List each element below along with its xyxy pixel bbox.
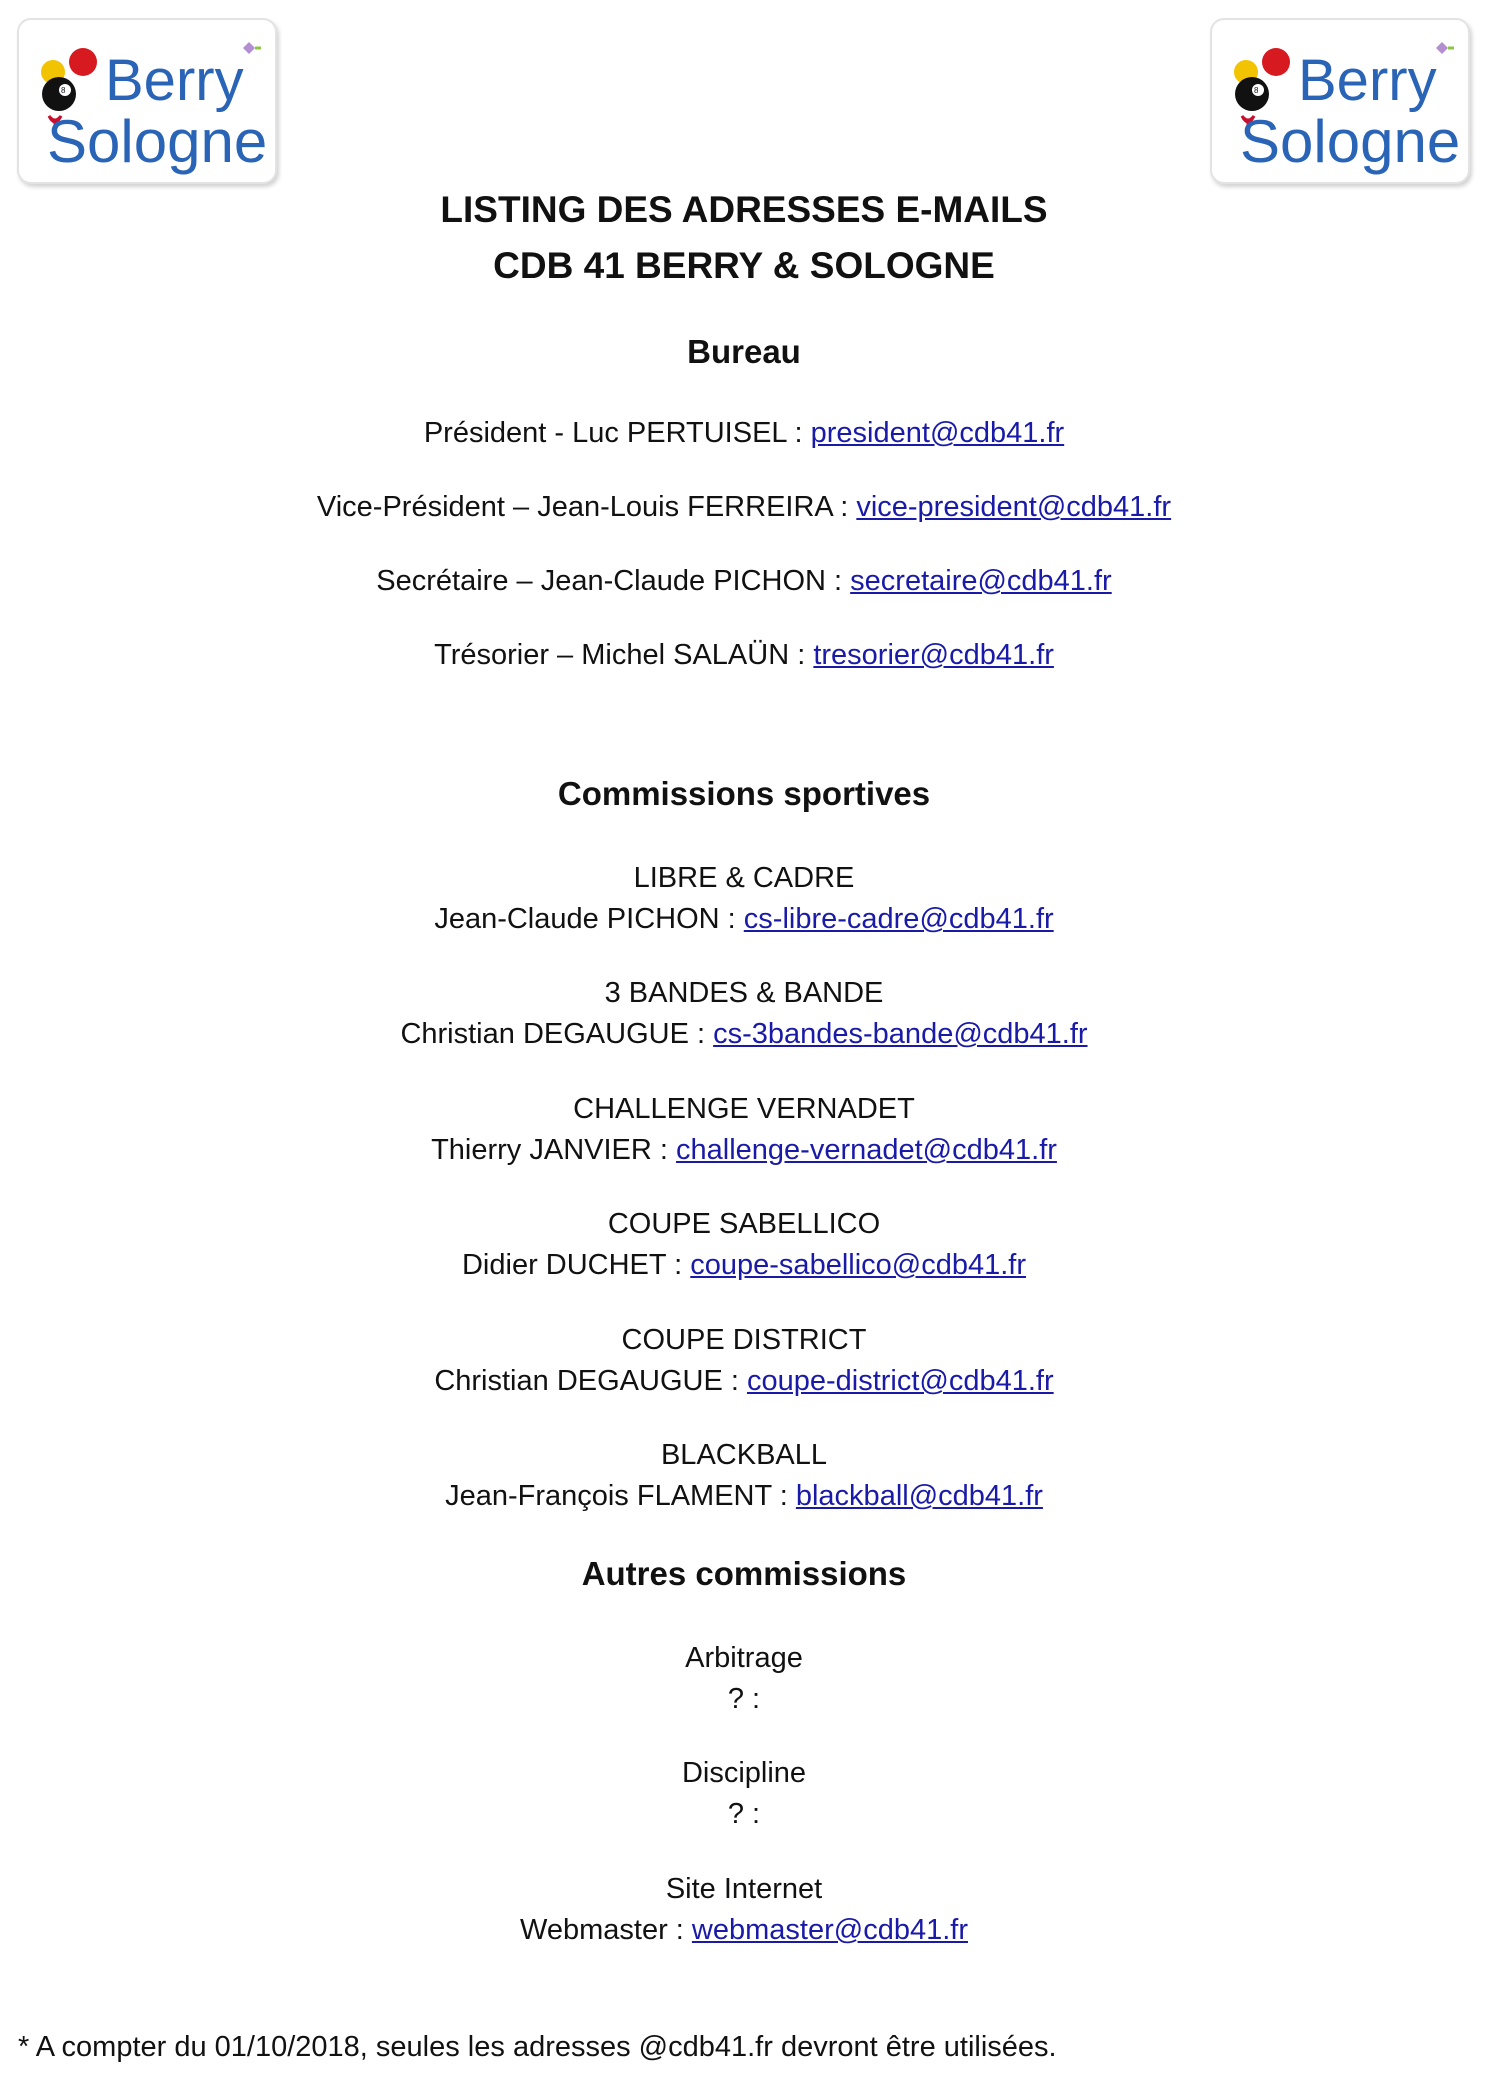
member-label: Jean-François FLAMENT : [445,1480,796,1512]
svg-text:Sologne: Sologne [1240,108,1461,175]
sportives-heading: Commissions sportives [557,775,931,812]
member-label: Christian DEGAUGUE : [434,1365,747,1397]
svg-text:8: 8 [61,86,66,95]
member-label: Secrétaire – Jean-Claude PICHON : [376,565,851,597]
commission-title: BLACKBALL [660,1439,828,1471]
svg-text:Berry: Berry [1298,48,1437,113]
commission-title: Site Internet [665,1873,823,1905]
email-link[interactable]: secretaire@cdb41.fr [850,565,1112,597]
commission-title: Arbitrage [685,1642,803,1674]
bureau-member-secretaire [0,560,1488,602]
commission-contact [0,1013,1488,1055]
email-link[interactable]: cs-3bandes-bande@cdb41.fr [713,1018,1088,1050]
footnote: * A compter du 01/10/2018, seules les adresses @cdb41.fr devront être utilisées. [18,2031,1057,2063]
bureau-heading: Bureau [687,333,801,370]
bureau-member-president [0,412,1488,454]
billiard-balls-icon [19,20,275,182]
commission-title: COUPE SABELLICO [607,1208,881,1240]
commission-contact [0,1244,1488,1286]
bureau-member-tresorier [0,634,1488,676]
email-link[interactable]: blackball@cdb41.fr [795,1480,1043,1512]
email-link[interactable]: cs-libre-cadre@cdb41.fr [743,903,1054,935]
email-link[interactable]: webmaster@cdb41.fr [691,1914,968,1946]
email-link[interactable]: coupe-district@cdb41.fr [746,1365,1054,1397]
berry-sologne-logo-right [1210,18,1470,184]
member-label: Webmaster : [520,1914,692,1946]
email-link[interactable]: vice-president@cdb41.fr [856,491,1172,523]
member-label: Thierry JANVIER : [431,1134,677,1166]
commission-contact [0,1793,1488,1835]
commission-title: Discipline [681,1757,807,1789]
commission-contact [0,1909,1488,1951]
commission-contact [0,1129,1488,1171]
commission-title: COUPE DISTRICT [621,1324,867,1356]
commission-title: LIBRE & CADRE [633,862,855,894]
bureau-member-vice-president [0,486,1488,528]
member-label: Président - Luc PERTUISEL : [423,417,811,449]
member-label: ? : [727,1683,761,1715]
member-label: Vice-Président – Jean-Louis FERREIRA : [316,491,857,523]
berry-sologne-logo-left [17,18,277,184]
member-label: Christian DEGAUGUE : [400,1018,714,1050]
commission-contact [0,1360,1488,1402]
commission-title: CHALLENGE VERNADET [573,1093,915,1125]
commission-contact [0,898,1488,940]
member-label: Jean-Claude PICHON : [434,903,744,935]
member-label: Didier DUCHET : [461,1249,691,1281]
commission-contact [0,1678,1488,1720]
page-title [0,182,1488,294]
email-link[interactable]: challenge-vernadet@cdb41.fr [676,1134,1057,1166]
commission-contact [0,1475,1488,1517]
member-label: Trésorier – Michel SALAÜN : [434,639,814,671]
autres-heading: Autres commissions [581,1555,907,1592]
member-label: ? : [727,1798,761,1830]
title-line-1: LISTING DES ADRESSES E-MAILS [440,189,1048,230]
email-link[interactable]: tresorier@cdb41.fr [813,639,1054,671]
svg-text:Berry: Berry [105,48,244,113]
svg-text:Sologne: Sologne [47,108,268,175]
title-line-2: CDB 41 BERRY & SOLOGNE [493,245,995,286]
email-link[interactable]: coupe-sabellico@cdb41.fr [690,1249,1027,1281]
commission-title: 3 BANDES & BANDE [604,977,884,1009]
billiard-balls-icon [1212,20,1468,182]
email-link[interactable]: president@cdb41.fr [810,417,1065,449]
svg-text:8: 8 [1254,86,1259,95]
